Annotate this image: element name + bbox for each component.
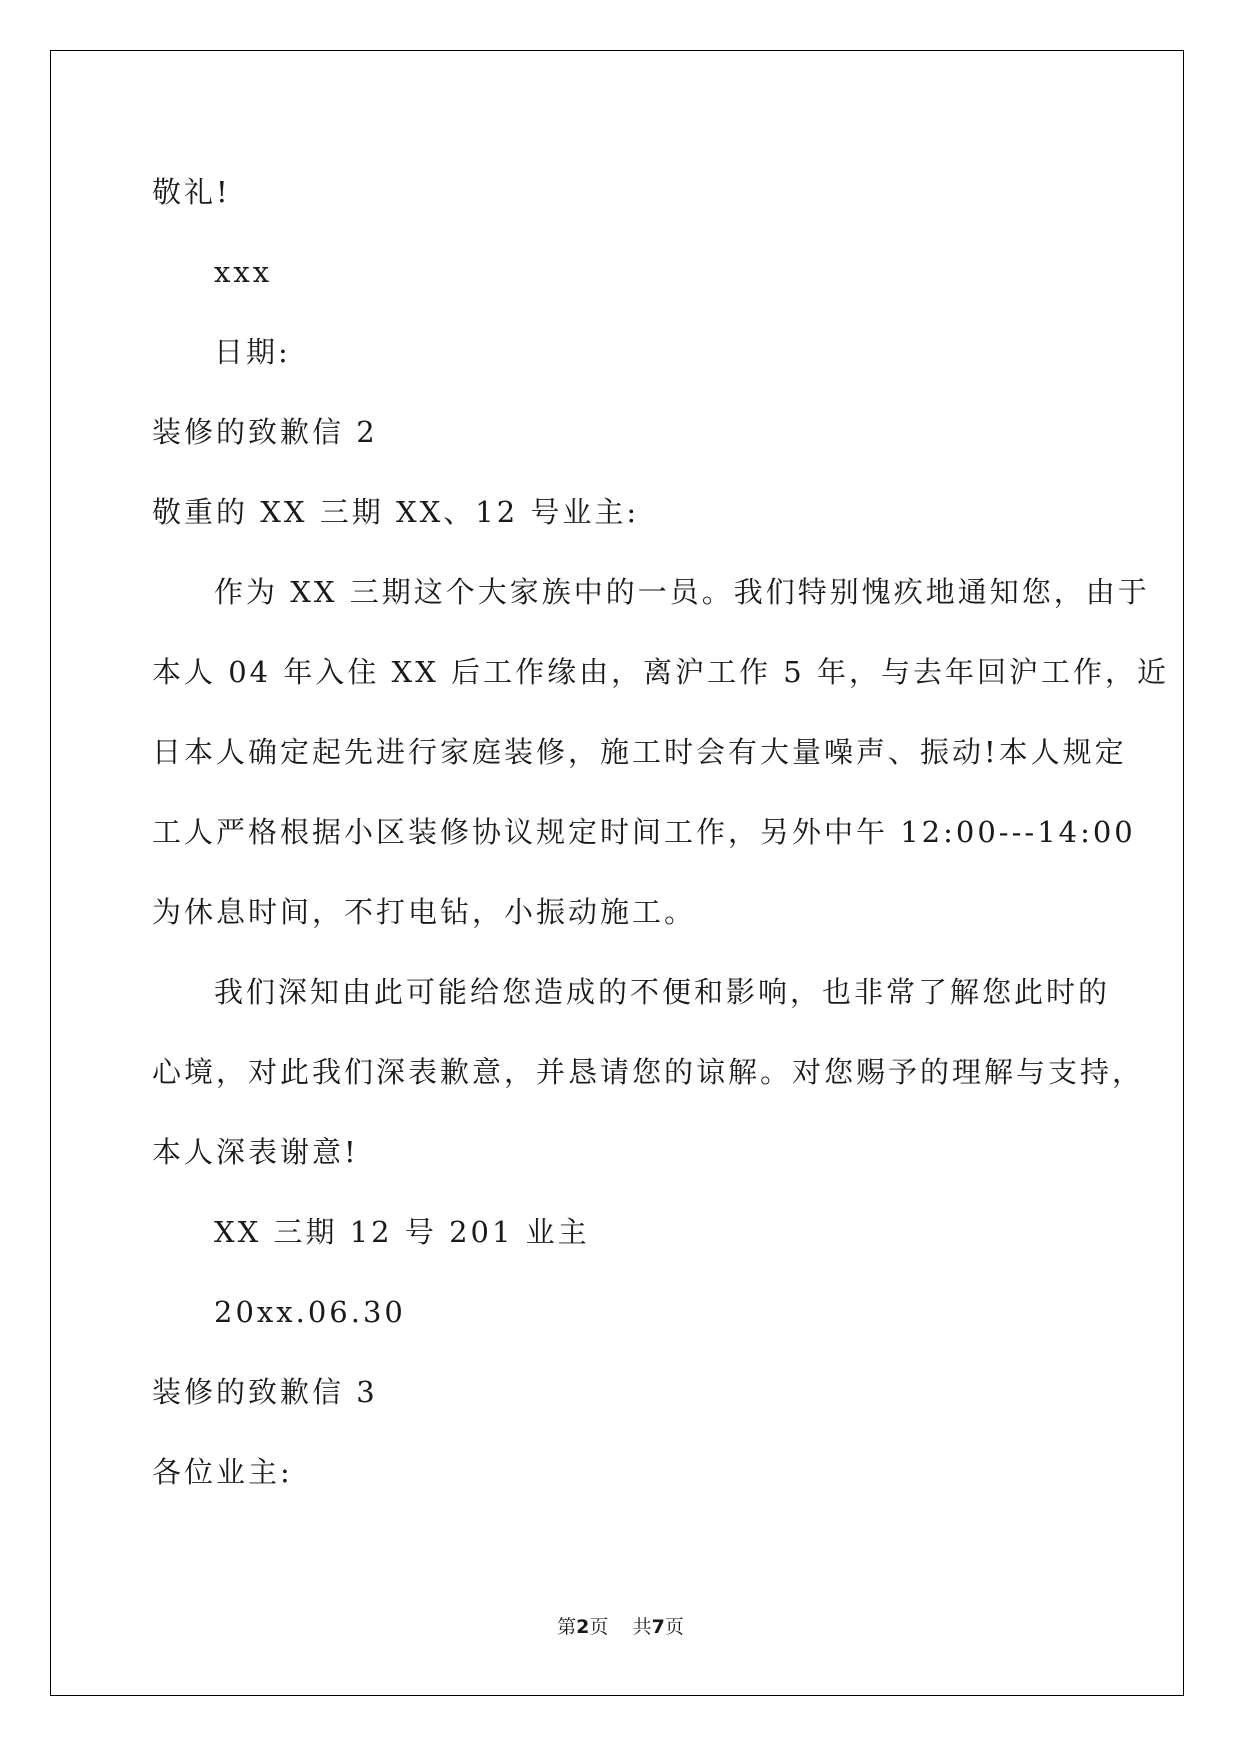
signature-owner: XX 三期 12 号 201 业主 xyxy=(214,1215,590,1249)
page-footer xyxy=(0,1612,1241,1639)
page-number: 2 xyxy=(576,1616,590,1638)
greeting-3: 各位业主: xyxy=(152,1455,293,1489)
paragraph-line: 本人 04 年入住 XX 后工作缘由，离沪工作 5 年，与去年回沪工作，近 xyxy=(152,655,1169,689)
paragraph-line: 工人严格根据小区装修协议规定时间工作，另外中午 12:00---14:00 xyxy=(152,815,1136,849)
closing-salutation: 敬礼! xyxy=(152,175,231,209)
greeting-2: 敬重的 XX 三期 XX、12 号业主: xyxy=(152,495,640,529)
paragraph-line: 日本人确定起先进行家庭装修，施工时会有大量噪声、振动!本人规定 xyxy=(152,735,1127,769)
signature-date: 20xx.06.30 xyxy=(214,1295,406,1329)
letter-title-2: 装修的致歉信 2 xyxy=(152,415,378,449)
total-suffix: 页 xyxy=(664,1616,684,1638)
total-prefix: 共 xyxy=(632,1616,652,1638)
paragraph-line: 本人深表谢意! xyxy=(152,1135,359,1169)
signature-name: xxx xyxy=(214,255,273,289)
page-prefix: 第 xyxy=(557,1616,577,1638)
total-pages: 7 xyxy=(651,1616,665,1638)
page-border xyxy=(50,50,1184,1696)
paragraph-line: 为休息时间，不打电钻，小振动施工。 xyxy=(152,895,697,929)
page-suffix: 页 xyxy=(589,1616,609,1638)
date-label: 日期: xyxy=(214,335,291,369)
paragraph-line: 我们深知由此可能给您造成的不便和影响，也非常了解您此时的 xyxy=(214,975,1111,1009)
paragraph-line: 作为 XX 三期这个大家族中的一员。我们特别愧疚地通知您，由于 xyxy=(214,575,1150,609)
paragraph-line: 心境，对此我们深表歉意，并恳请您的谅解。对您赐予的理解与支持， xyxy=(152,1055,1145,1089)
letter-title-3: 装修的致歉信 3 xyxy=(152,1375,378,1409)
